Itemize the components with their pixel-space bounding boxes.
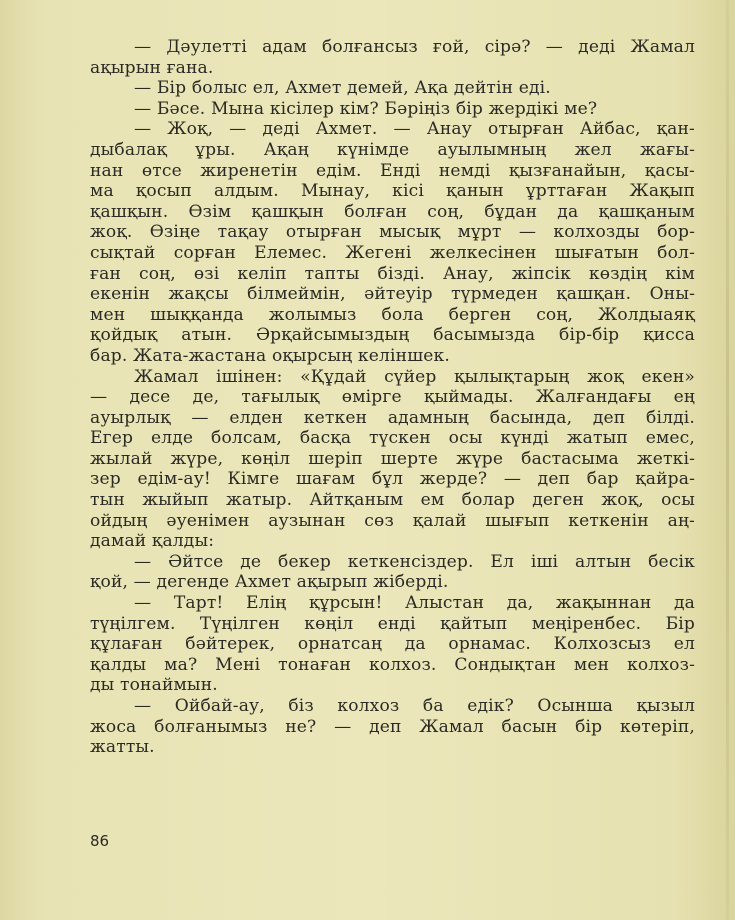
text-line: құлаған бәйтерек, орнатсаң да орнамас. Колхозсыз ел bbox=[90, 634, 695, 655]
text-line: тын жыйып жатыр. Айтқаным ем болар деген жоқ, осы bbox=[90, 490, 695, 511]
text-line: қалды ма? Мені тонаған колхоз. Сондықтан мен колхоз- bbox=[90, 654, 695, 675]
text-line: мен шыққанда жолымыз бола берген соң, Жолдыаяқ bbox=[90, 304, 695, 325]
text-line: — Әйтсе де бекер кеткенсіздер. Ел іші алтын бесік bbox=[134, 551, 695, 572]
text-line: ақырын ғана. bbox=[90, 57, 214, 78]
text-line: ды тонаймын. bbox=[90, 675, 218, 696]
text-line: қойдық атын. Әрқайсымыздың басымызда бір-бір қисса bbox=[90, 325, 695, 346]
text-line: дыбалақ ұры. Ақаң күнімде ауылымның жел жағы- bbox=[90, 139, 695, 160]
text-line: ма қосып алдым. Мынау, кісі қанын ұрттаған Жақып bbox=[90, 181, 695, 202]
text-line: дамай қалды: bbox=[90, 531, 215, 552]
text-line: түңілгем. Түңілген көңіл енді қайтып меңіренбес. Бір bbox=[90, 613, 695, 634]
text-line: — Тарт! Елің құрсын! Алыстан да, жақыннан да bbox=[134, 593, 695, 614]
page-edge-shadow bbox=[726, 0, 729, 920]
page-number: 86 bbox=[90, 832, 110, 850]
text-line: жылай жүре, көңіл шеріп шерте жүре бастасыма жеткі- bbox=[90, 448, 695, 469]
text-line: — Ойбай-ау, біз колхоз ба едік? Осынша қызыл bbox=[134, 696, 695, 716]
text-line: жоқ. Өзіңе тақау отырған мысық мұрт — колхозды бор- bbox=[90, 222, 695, 243]
text-line: қой, — дегенде Ахмет ақырып жіберді. bbox=[90, 572, 449, 593]
text-line: Жамал ішінен: «Құдай сүйер қылықтарың жоқ екен» bbox=[134, 366, 695, 387]
text-line: бар. Жата-жастана оқырсың келіншек. bbox=[90, 345, 450, 366]
body-text bbox=[90, 37, 695, 758]
text-line: — десе де, тағылық өмірге қыймады. Жалғандағы ең bbox=[90, 387, 695, 408]
text-line: зер едім-ау! Кімге шағам бұл жерде? — деп бар қайра- bbox=[90, 469, 695, 490]
text-line: ойдың әуенімен аузынан сөз қалай шығып кеткенін аң- bbox=[90, 510, 695, 531]
text-line: ған соң, өзі келіп тапты бізді. Анау, жіпсік көздің кім bbox=[90, 263, 695, 284]
text-line: — Жоқ, — деді Ахмет. — Анау отырған Айбас, қан- bbox=[134, 119, 695, 140]
text-line: — Бір болыс ел, Ахмет демей, Ақа дейтін еді. bbox=[134, 78, 551, 99]
text-line: Егер елде болсам, басқа түскен осы күнді жатып емес, bbox=[90, 428, 695, 449]
text-line: жоса болғанымыз не? — деп Жамал басын бір көтеріп, bbox=[90, 716, 695, 737]
text-line: қашқын. Өзім қашқын болған соң, бұдан да қашқаным bbox=[90, 201, 695, 222]
text-line: екенін жақсы білмеймін, әйтеуір түрмеден қашқан. Оны- bbox=[90, 284, 695, 305]
text-line: сықтай сорған Елемес. Жегені желкесінен шығатын бол- bbox=[90, 242, 695, 263]
text-line: жатты. bbox=[90, 737, 155, 758]
text-line: ауырлық — елден кеткен адамның басында, деп білді. bbox=[90, 407, 695, 428]
text-line: — Дәулетті адам болғансыз ғой, сірә? — деді Жамал bbox=[134, 37, 695, 57]
text-line: — Бәсе. Мына кісілер кім? Бәріңіз бір жердікі ме? bbox=[134, 98, 598, 119]
text-line: нан өтсе жиренетін едім. Енді немді қызғанайын, қасы- bbox=[90, 160, 695, 181]
